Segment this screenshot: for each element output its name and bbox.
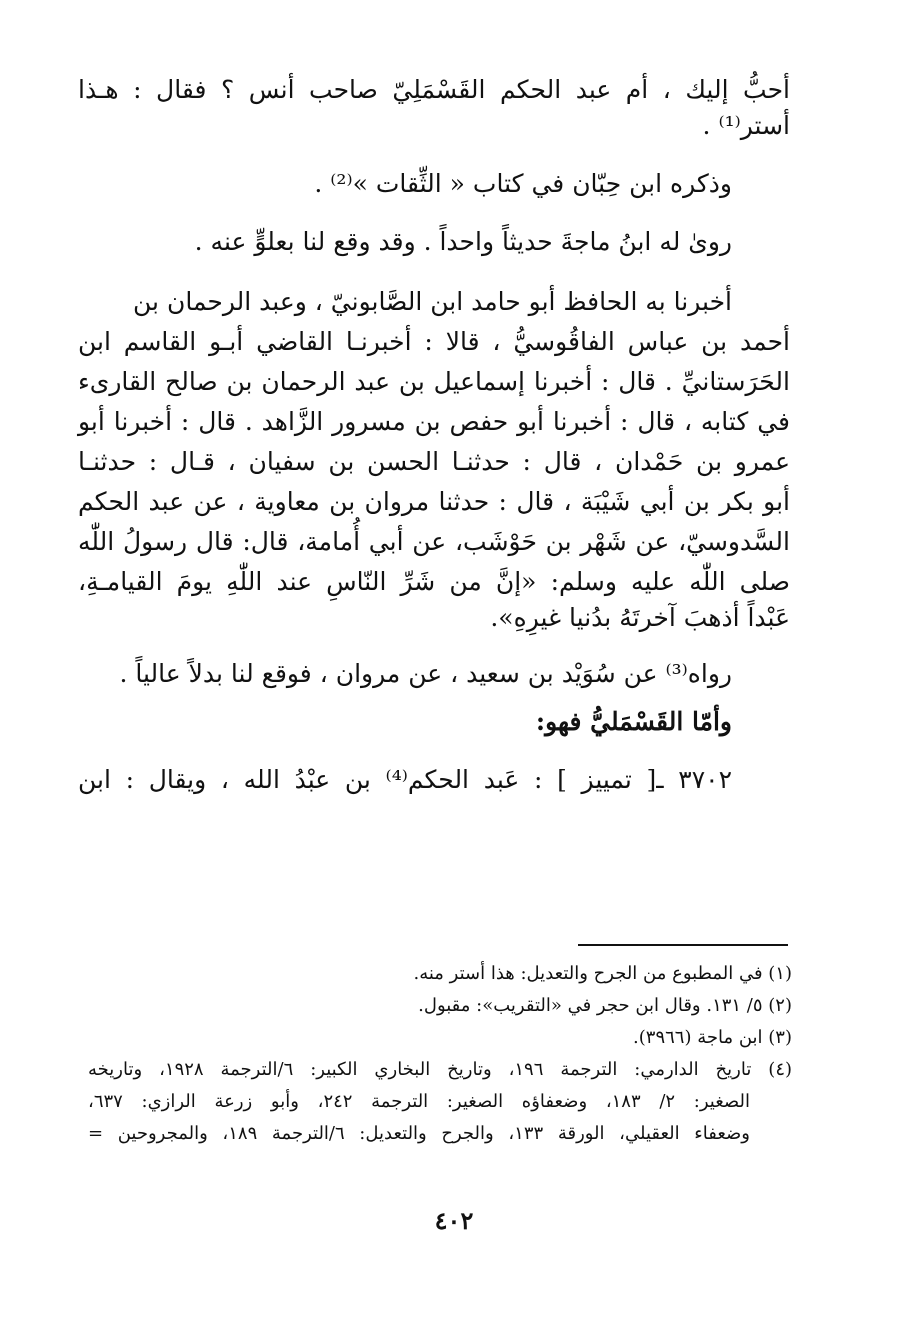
text-line: عمرو بن حَمْدان ، قال : حدثنـا الحسن بن سفيان ، قـال : حدثنـا [78, 447, 790, 476]
footnote-continuation: وضعفاء العقيلي، الورقة ١٣٣، والجرح والتعديل: ٦/الترجمة ١٨٩، والمجروحين = [88, 1123, 750, 1144]
footnote-divider [578, 944, 788, 946]
text-line: روىٰ له ابنُ ماجةَ حديثاً واحداً . وقد وقع لنا بعلوٍّ عنه . [194, 227, 732, 256]
main-text [78, 72, 790, 798]
footnote: (٢) ٥/ ١٣١. وقال ابن حجر في «التقريب»: مقبول. [418, 995, 792, 1016]
text-line: رواه⁽³⁾ عن سُوَيْد بن سعيد ، عن مروان ، فوقع لنا بدلاً عالياً . [119, 659, 732, 688]
section-heading: وأمّا القَسْمَليُّ فهو: [535, 707, 732, 736]
footnote-continuation: الصغير: ٢/ ١٨٣، وضعفاؤه الصغير: الترجمة ٢٤٢، وأبو زرعة الرازي: ٦٣٧، [88, 1091, 750, 1112]
entry-heading: ٣٧٠٢ ـ[ تمييز ] : عَبد الحكم⁽⁴⁾ بن عبْدُ الله ، ويقال : ابن [78, 765, 732, 794]
text-line: وذكره ابن حِبّان في كتاب « الثِّقات »⁽²⁾ . [314, 169, 732, 198]
text-line: أستر⁽¹⁾ . [702, 111, 790, 140]
text-line: في كتابه ، قال : أخبرنا أبو حفص بن مسرور الزَّاهد . قال : أخبرنا أبو [78, 407, 790, 436]
footnotes [88, 958, 792, 1150]
page-number: ٤٠٢ [434, 1206, 474, 1235]
text-line: أحمد بن عباس الفاقُوسيُّ ، قالا : أخبرنـا القاضي أبـو القاسم ابن [78, 327, 790, 356]
text-line: صلى اللّٰه عليه وسلم: «إنَّ من شَرِّ النّاسِ عند اللّٰهِ يومَ القيامـةِ، [78, 567, 790, 596]
footnote: (١) في المطبوع من الجرح والتعديل: هذا أستر منه. [413, 963, 792, 984]
footnote: (٣) ابن ماجة (٣٩٦٦). [633, 1027, 792, 1048]
text-line: أخبرنا به الحافظ أبو حامد ابن الصَّابونيّ ، وعبد الرحمان بن [133, 287, 732, 316]
text-line: أبو بكر بن أبي شَيْبَة ، قال : حدثنا مروان بن معاوية ، عن عبد الحكم [78, 487, 790, 516]
text-line: عَبْداً أذهبَ آخرتَهُ بدُنيا غيرِهِ». [490, 603, 790, 632]
text-line: السَّدوسيّ، عن شَهْر بن حَوْشَب، عن أبي أُمامة، قال: قال رسولُ اللّٰه [78, 527, 790, 556]
footnote: (٤) تاريخ الدارمي: الترجمة ١٩٦، وتاريخ البخاري الكبير: ٦/الترجمة ١٩٢٨، وتاريخه [88, 1059, 793, 1080]
text-line: الحَرَستانيِّ . قال : أخبرنا إسماعيل بن عبد الرحمان بن صالح القارىء [78, 367, 790, 396]
text-line: أحبُّ إليك ، أم عبد الحكم القَسْمَلِيّ صاحب أنس ؟ فقال : هـذا [78, 75, 790, 104]
